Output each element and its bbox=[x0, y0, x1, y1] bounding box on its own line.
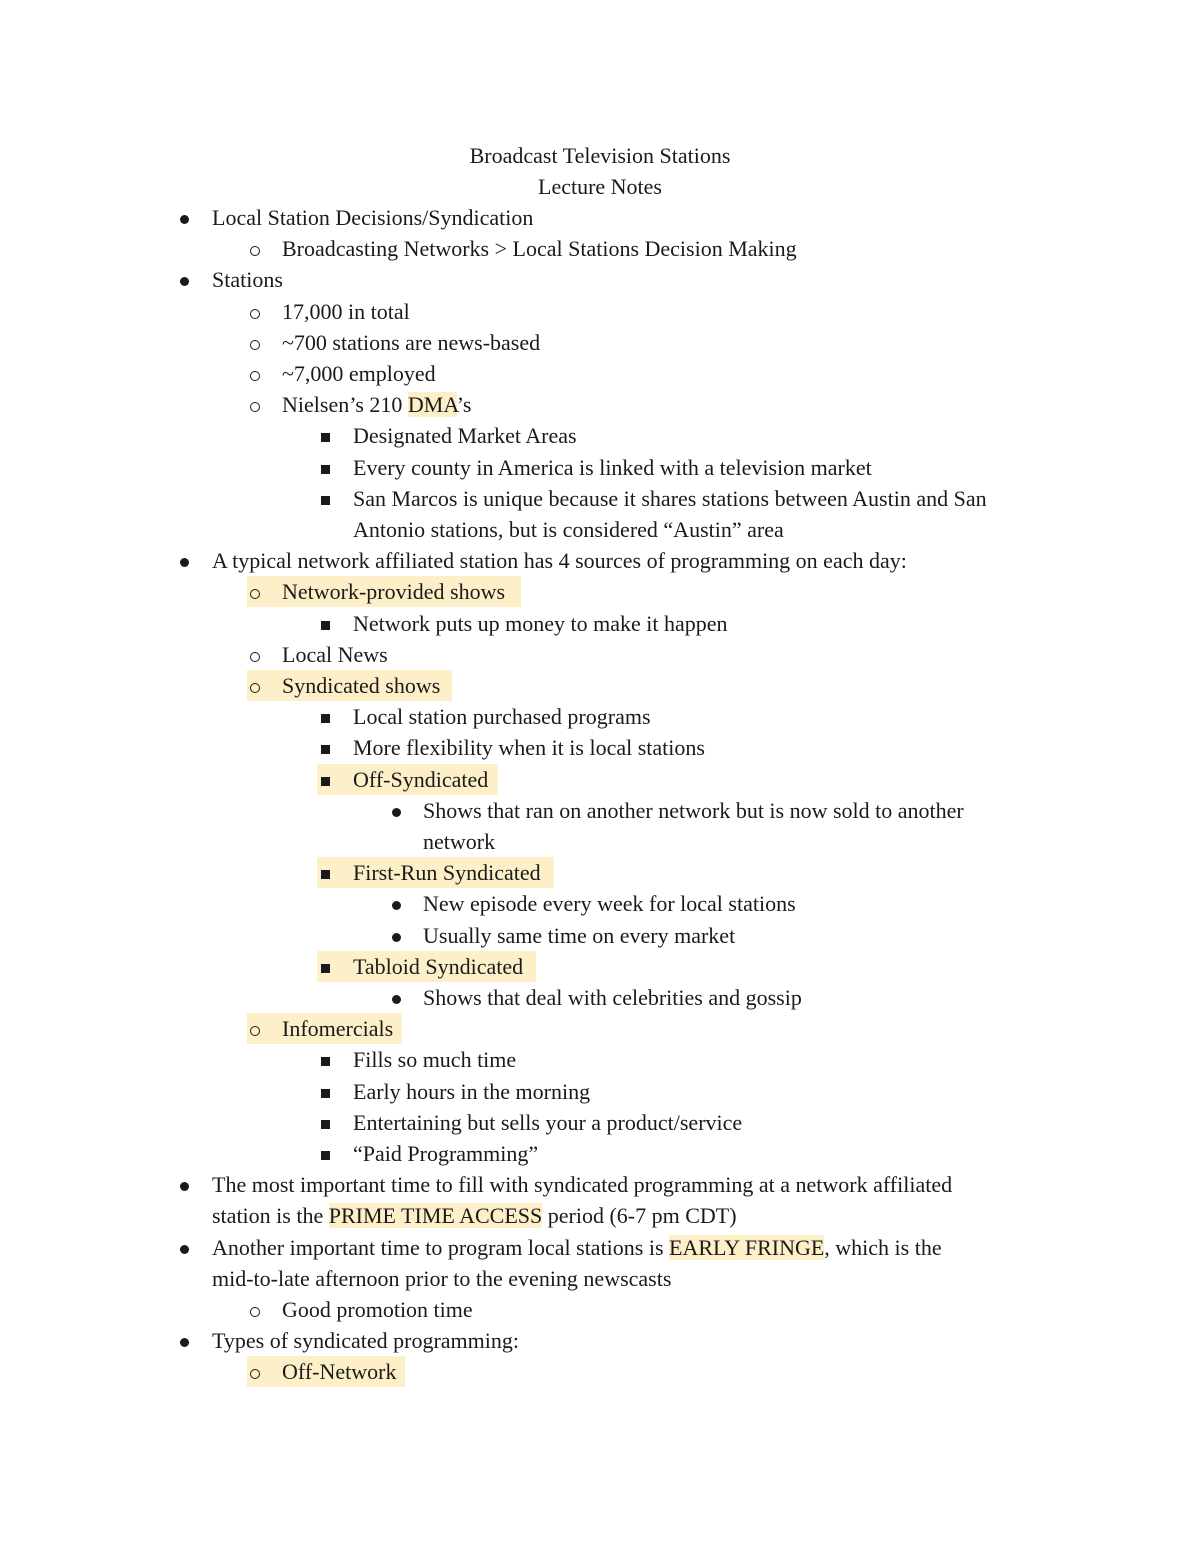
bullet-square-icon bbox=[313, 452, 337, 483]
list-item-text: ~700 stations are news-based bbox=[282, 330, 541, 355]
bullet-circle-icon bbox=[243, 389, 267, 420]
list-item-text: Local station purchased programs bbox=[353, 704, 651, 729]
list-item-text: San Marcos is unique because it shares stations between Austin and San bbox=[353, 486, 987, 511]
list-item-text: Shows that deal with celebrities and gossip bbox=[423, 985, 802, 1010]
list-item-text: mid-to-late afternoon prior to the evening newscasts bbox=[212, 1266, 672, 1291]
bullet-square-icon bbox=[313, 483, 337, 514]
list-item-text: Antonio stations, but is considered “Austin” area bbox=[353, 517, 784, 542]
highlighted-term: EARLY FRINGE bbox=[669, 1235, 825, 1260]
list-item-text: The most important time to fill with syndicated programming at a network affiliated bbox=[212, 1172, 953, 1197]
text-segment: ’s bbox=[456, 392, 472, 417]
bullet-square-icon bbox=[313, 857, 337, 888]
bullet-circle-icon bbox=[243, 576, 267, 607]
list-item-text: Stations bbox=[212, 267, 283, 292]
document-title: Broadcast Television Stations bbox=[469, 143, 731, 168]
document-subtitle: Lecture Notes bbox=[538, 174, 662, 199]
bullet-dot-icon bbox=[172, 545, 196, 576]
bullet-square-icon bbox=[313, 608, 337, 639]
bullet-circle-icon bbox=[243, 296, 267, 327]
list-item-text bbox=[282, 389, 471, 420]
list-item-text: First-Run Syndicated bbox=[353, 860, 541, 885]
bullet-dot-icon bbox=[384, 888, 408, 919]
bullet-circle-icon bbox=[243, 233, 267, 264]
list-item-text: Broadcasting Networks > Local Stations Decision Making bbox=[282, 236, 797, 261]
list-item-text: Network puts up money to make it happen bbox=[353, 611, 728, 636]
bullet-square-icon bbox=[313, 951, 337, 982]
bullet-dot-icon bbox=[384, 795, 408, 826]
bullet-dot-icon bbox=[172, 202, 196, 233]
list-item-text: Tabloid Syndicated bbox=[353, 954, 524, 979]
bullet-square-icon bbox=[313, 1138, 337, 1169]
text-segment: Another important time to program local stations is bbox=[212, 1235, 670, 1260]
bullet-circle-icon bbox=[243, 327, 267, 358]
list-item-text: Usually same time on every market bbox=[423, 923, 736, 948]
bullet-circle-icon bbox=[243, 1356, 267, 1387]
list-item-text: Types of syndicated programming: bbox=[212, 1328, 520, 1353]
bullet-dot-icon bbox=[384, 920, 408, 951]
list-item-text: Shows that ran on another network but is now sold to another bbox=[423, 798, 964, 823]
list-item-text: Local Station Decisions/Syndication bbox=[212, 205, 534, 230]
bullet-circle-icon bbox=[243, 639, 267, 670]
list-item-text: New episode every week for local stations bbox=[423, 891, 796, 916]
bullet-square-icon bbox=[313, 1076, 337, 1107]
list-item-text: Designated Market Areas bbox=[353, 423, 577, 448]
text-segment: , which is the bbox=[824, 1235, 942, 1260]
list-item-text: Every county in America is linked with a television market bbox=[353, 455, 872, 480]
bullet-square-icon bbox=[313, 420, 337, 451]
bullet-circle-icon bbox=[243, 358, 267, 389]
list-item-text: ~7,000 employed bbox=[282, 361, 436, 386]
bullet-square-icon bbox=[313, 764, 337, 795]
list-item-text: More flexibility when it is local stations bbox=[353, 735, 705, 760]
list-item-text: Syndicated shows bbox=[282, 673, 441, 698]
list-item-text: Fills so much time bbox=[353, 1047, 517, 1072]
bullet-circle-icon bbox=[243, 1013, 267, 1044]
list-item-text: Entertaining but sells your a product/service bbox=[353, 1110, 743, 1135]
list-item-text: Infomercials bbox=[282, 1016, 394, 1041]
bullet-dot-icon bbox=[172, 1325, 196, 1356]
bullet-square-icon bbox=[313, 1107, 337, 1138]
list-item-text: Off-Network bbox=[282, 1359, 397, 1384]
bullet-square-icon bbox=[313, 732, 337, 763]
list-item-text: “Paid Programming” bbox=[353, 1141, 539, 1166]
list-item-text bbox=[212, 1232, 942, 1263]
highlighted-term: PRIME TIME ACCESS bbox=[328, 1203, 543, 1228]
bullet-dot-icon bbox=[172, 264, 196, 295]
list-item-text: A typical network affiliated station has 4 sources of programming on each day: bbox=[212, 548, 907, 573]
text-segment: station is the bbox=[212, 1203, 329, 1228]
list-item-text: Network-provided shows bbox=[282, 579, 506, 604]
text-segment: Nielsen’s 210 bbox=[282, 392, 408, 417]
bullet-dot-icon bbox=[384, 982, 408, 1013]
list-item-text: Good promotion time bbox=[282, 1297, 473, 1322]
highlighted-term: DMA bbox=[407, 392, 457, 417]
bullet-circle-icon bbox=[243, 1294, 267, 1325]
bullet-dot-icon bbox=[172, 1169, 196, 1200]
list-item-text: Off-Syndicated bbox=[353, 767, 489, 792]
list-item-text bbox=[212, 1200, 737, 1231]
text-segment: period (6-7 pm CDT) bbox=[542, 1203, 737, 1228]
bullet-circle-icon bbox=[243, 670, 267, 701]
list-item-text: Local News bbox=[282, 642, 388, 667]
list-item-text: network bbox=[423, 829, 496, 854]
bullet-square-icon bbox=[313, 701, 337, 732]
bullet-square-icon bbox=[313, 1044, 337, 1075]
list-item-text: 17,000 in total bbox=[282, 299, 410, 324]
list-item-text: Early hours in the morning bbox=[353, 1079, 591, 1104]
bullet-dot-icon bbox=[172, 1232, 196, 1263]
